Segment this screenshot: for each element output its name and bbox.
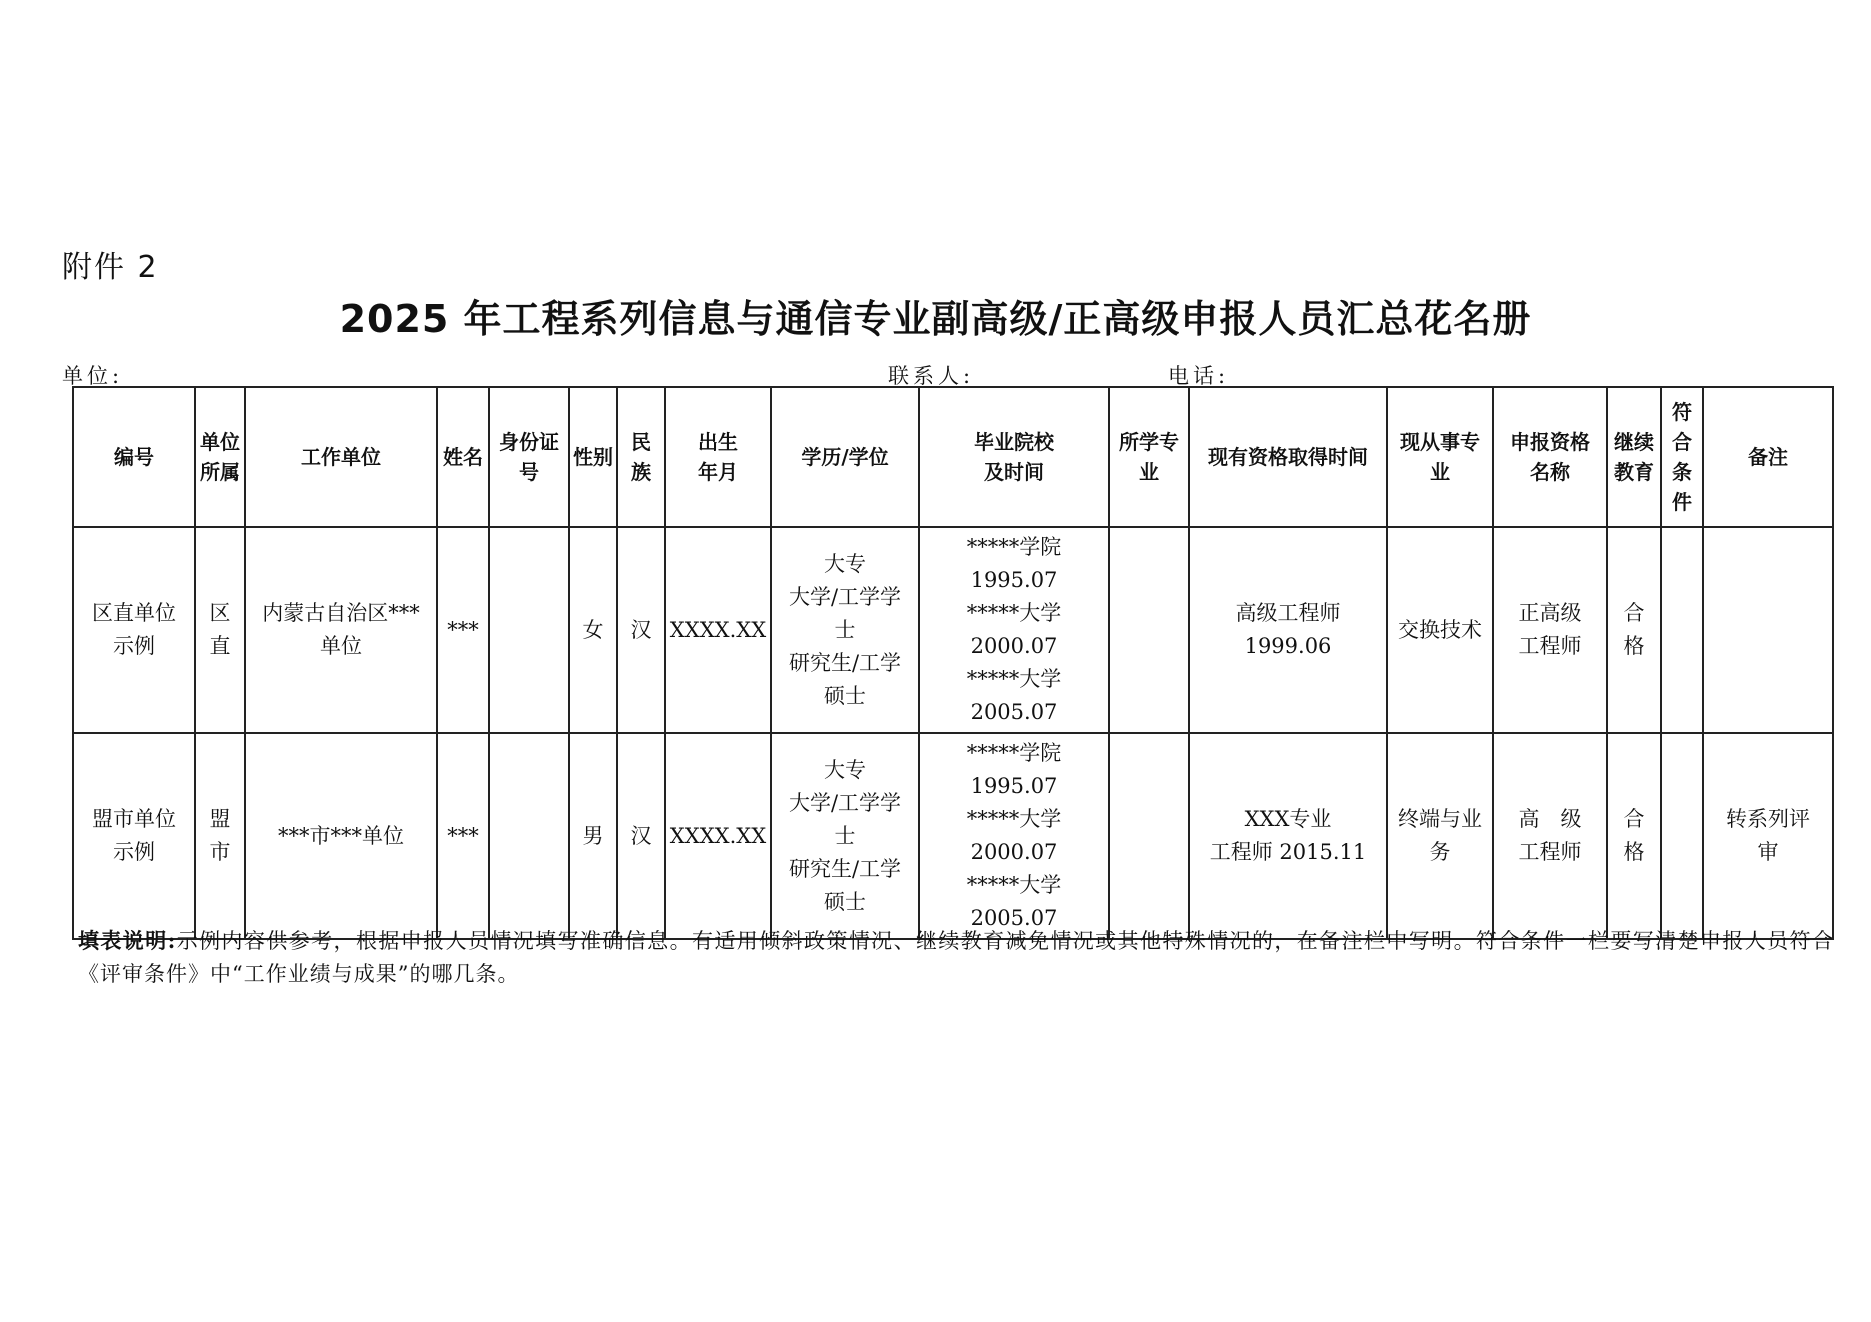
table-cell-line: 2005.07 (970, 700, 1058, 724)
table-cell (195, 733, 245, 939)
column-header-line: 合 (1672, 430, 1692, 454)
table-cell (245, 733, 437, 939)
contact-label: 联系人: (888, 364, 975, 388)
column-header-line: 年月 (698, 460, 738, 484)
column-header (1703, 387, 1833, 527)
table-cell (73, 733, 195, 939)
column-header-line: 名称 (1530, 460, 1570, 484)
table-cell-line: 2000.07 (970, 634, 1058, 658)
table-cell-line: 区直单位 (92, 601, 176, 625)
table-cell (437, 527, 489, 733)
table-cell-line: 大学/工学学 (788, 584, 902, 609)
fill-instructions (78, 924, 1834, 991)
table-cell-line: 单位 (320, 634, 362, 658)
table-cell-line: 研究生/工学 (788, 856, 902, 881)
table-cell-line: XXXX.XX (669, 823, 767, 848)
table-cell-line: 盟市单位 (92, 807, 176, 831)
column-header (665, 387, 771, 527)
table-cell-line: 士 (834, 823, 856, 848)
table-cell-line: 士 (834, 617, 856, 642)
table-cell (1703, 527, 1833, 733)
table-cell (1607, 733, 1661, 939)
table-cell (1493, 527, 1607, 733)
column-header-line: 所属 (200, 460, 240, 484)
column-header-line: 现有资格取得时间 (1208, 445, 1368, 469)
column-header (569, 387, 617, 527)
table-cell-line: *****大学 (966, 667, 1062, 691)
table-cell-line: 示例 (113, 634, 155, 658)
column-header-line: 所学专 (1119, 430, 1179, 454)
table-cell (1493, 733, 1607, 939)
column-header (771, 387, 919, 527)
column-header-line: 身份证 (499, 430, 559, 454)
column-header (73, 387, 195, 527)
table-cell-line: 男 (582, 823, 604, 848)
table-cell-line: 示例 (113, 840, 155, 864)
column-header-line: 毕业院校 (974, 430, 1054, 454)
column-header-line: 条 (1672, 460, 1692, 484)
table-cell (1189, 527, 1387, 733)
table-cell-line: 工程师 2015.11 (1209, 840, 1367, 864)
column-header-line: 姓名 (443, 445, 483, 469)
column-header-line: 教育 (1614, 460, 1654, 484)
table-cell-line: 硕士 (824, 889, 866, 914)
table-cell-line: 盟 (209, 807, 231, 831)
table-cell (73, 527, 195, 733)
column-header (1661, 387, 1703, 527)
table-cell-line: 高 级 (1518, 807, 1582, 831)
table-cell (919, 527, 1109, 733)
column-header (195, 387, 245, 527)
table-cell-line: 工程师 (1518, 840, 1582, 864)
note-label: 填表说明: (78, 928, 177, 953)
unit-label: 单位: (62, 364, 124, 388)
table-cell-line: 格 (1623, 840, 1645, 864)
table-cell-line: 市 (209, 840, 231, 864)
table-cell-line: XXXX.XX (669, 617, 767, 642)
column-header (1189, 387, 1387, 527)
table-cell-line: *** (447, 823, 479, 848)
table-cell (569, 733, 617, 939)
table-body (73, 527, 1833, 939)
table-cell-line: 区 (209, 601, 231, 625)
column-header-line: 继续 (1614, 430, 1654, 454)
table-cell (1661, 527, 1703, 733)
column-header-line: 工作单位 (301, 445, 381, 469)
phone-label: 电话: (1168, 364, 1230, 388)
table-cell-line: 硕士 (824, 683, 866, 708)
table-cell-line: ***市***单位 (278, 823, 404, 848)
table-cell-line: 研究生/工学 (788, 650, 902, 675)
column-header (1607, 387, 1661, 527)
column-header (437, 387, 489, 527)
table-header-row (73, 387, 1833, 527)
table-cell (195, 527, 245, 733)
column-header-line: 族 (631, 460, 651, 484)
column-header-line: 现从事专 (1400, 430, 1480, 454)
note-text: 示例内容供参考，根据申报人员情况填写准确信息。有适用倾斜政策情况、继续教育减免情况或其他特殊情况的，在备注栏中写明。符合条件一栏要写清楚申报人员符合《评审条件》中“工作业绩与成果”的哪几条。 (78, 929, 1834, 986)
table-cell-line: 2000.07 (970, 840, 1058, 864)
column-header-line: 学历/学位 (801, 445, 889, 469)
table-cell-line: 交换技术 (1398, 617, 1482, 642)
table-cell-line: 高级工程师 (1235, 601, 1341, 625)
table-cell-line: 终端与业 (1398, 807, 1482, 831)
table-cell-line: *****大学 (966, 873, 1062, 897)
table-cell-line: 合 (1623, 807, 1645, 831)
table-cell-line: *****学院 (966, 535, 1062, 559)
table-cell-line: 女 (582, 617, 604, 642)
column-header (919, 387, 1109, 527)
table-cell-line: 务 (1429, 840, 1451, 864)
table-cell-line: 工程师 (1518, 634, 1582, 658)
table-cell (665, 733, 771, 939)
column-header (489, 387, 569, 527)
column-header-line: 号 (519, 460, 539, 484)
table-cell (617, 733, 665, 939)
table-cell-line: 审 (1757, 840, 1779, 864)
table-row (73, 527, 1833, 733)
table-cell (1387, 527, 1493, 733)
table-cell-line: 转系列评 (1726, 807, 1810, 831)
table-cell-line: 大专 (824, 551, 866, 576)
table-cell (1703, 733, 1833, 939)
table-row (73, 733, 1833, 939)
document-title: 2025 年工程系列信息与通信专业副高级/正高级申报人员汇总花名册 (339, 297, 1532, 341)
table-cell (1109, 733, 1189, 939)
table-cell (1661, 733, 1703, 939)
table-cell (771, 733, 919, 939)
column-header-line: 件 (1672, 490, 1692, 514)
table-cell (617, 527, 665, 733)
table-cell-line: 正高级 (1518, 601, 1582, 625)
table-cell-line: 直 (209, 634, 231, 658)
table-cell-line: *****大学 (966, 807, 1062, 831)
table-cell-line: 1999.06 (1244, 634, 1332, 658)
table-cell-line: 汉 (630, 823, 652, 848)
table-cell-line: XXX专业 (1244, 807, 1332, 831)
column-header (1493, 387, 1607, 527)
column-header-line: 业 (1139, 460, 1159, 484)
roster-table (72, 386, 1834, 940)
table-cell (489, 527, 569, 733)
column-header-line: 业 (1430, 460, 1450, 484)
column-header-line: 编号 (114, 445, 154, 469)
table-cell-line: 1995.07 (970, 774, 1058, 798)
table-cell-line: *****大学 (966, 601, 1062, 625)
table-cell (665, 527, 771, 733)
attachment-label: 附件 2 (62, 250, 159, 285)
table-cell (1387, 733, 1493, 939)
table-cell (1607, 527, 1661, 733)
table-cell-line: 大学/工学学 (788, 790, 902, 815)
column-header-line: 民 (631, 430, 651, 454)
table-cell (245, 527, 437, 733)
table-cell-line: *****学院 (966, 741, 1062, 765)
column-header-line: 出生 (698, 430, 738, 454)
table-cell-line: *** (447, 617, 479, 642)
table-cell-line: 1995.07 (970, 568, 1058, 592)
table-cell-line: 大专 (824, 757, 866, 782)
table-cell (569, 527, 617, 733)
column-header (1387, 387, 1493, 527)
table-cell (771, 527, 919, 733)
column-header (617, 387, 665, 527)
column-header-line: 申报资格 (1510, 430, 1590, 454)
column-header-line: 性别 (573, 445, 613, 469)
column-header-line: 及时间 (984, 460, 1044, 484)
column-header-line: 备注 (1748, 445, 1788, 469)
table-cell (489, 733, 569, 939)
table-cell-line: 汉 (630, 617, 652, 642)
table-cell-line: 内蒙古自治区*** (262, 601, 420, 625)
table-cell (919, 733, 1109, 939)
table-cell (1189, 733, 1387, 939)
column-header-line: 符 (1672, 400, 1692, 424)
table-cell-line: 合 (1623, 601, 1645, 625)
column-header (1109, 387, 1189, 527)
table-cell-line: 格 (1623, 634, 1645, 658)
table-cell (1109, 527, 1189, 733)
column-header-line: 单位 (200, 430, 240, 454)
column-header (245, 387, 437, 527)
table-cell-line: 2005.07 (970, 906, 1058, 930)
table-cell (437, 733, 489, 939)
